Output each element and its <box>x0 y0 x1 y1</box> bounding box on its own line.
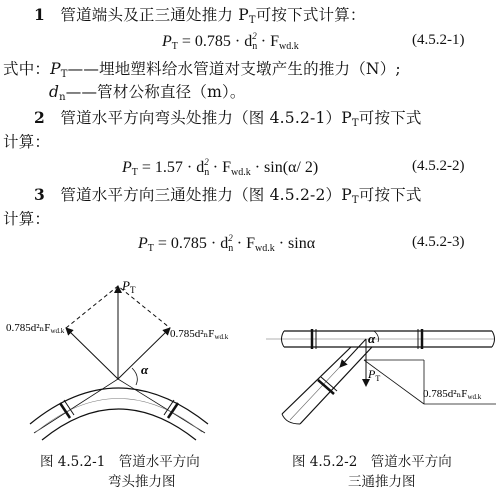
item-2-continuation: 计算： <box>3 133 51 151</box>
formula-part-c: · sin(α/ 2) <box>254 159 319 176</box>
formula-d-sup: 2 <box>204 157 209 167</box>
formula-d-sup: 2 <box>228 233 233 243</box>
label-force-right: 0.785d²ₙFwd.k <box>170 328 229 341</box>
formula-part-b: · F <box>212 159 231 176</box>
pipe-joint <box>318 380 334 394</box>
formula-f-sub: wd.k <box>254 243 275 254</box>
formula-lhs-sub: T <box>147 243 154 254</box>
figure-1-caption-line-2: 弯头推力图 <box>108 474 176 490</box>
formula-part-c: · sinα <box>278 235 316 252</box>
figure-2-caption-line-2: 三通推力图 <box>348 474 416 490</box>
formula-d-sub: n <box>204 167 210 178</box>
pipe-axis-right <box>118 379 205 433</box>
formula-f-sub: wd.k <box>278 41 299 52</box>
definition-symbol: P <box>50 60 61 78</box>
formula-lhs: P <box>122 159 132 176</box>
item-number: 2 <box>34 108 45 127</box>
item-3-continuation: 计算： <box>3 210 51 228</box>
item-subscript: T <box>351 195 359 206</box>
definition-symbol-sub: T <box>60 69 68 80</box>
label-pt: $P_T$ <box>122 278 136 295</box>
figure-1-caption-line-1: 图 4.5.2-1 管道水平方向 <box>40 454 200 470</box>
definition-2 <box>49 80 246 103</box>
formula-d-sub: n <box>228 243 234 254</box>
equation-number-3: (4.5.2-3) <box>412 234 465 250</box>
item-number: 3 <box>34 185 45 204</box>
formula-d-sub: n <box>252 41 258 52</box>
item-text: 管道端头及正三通处推力 P <box>60 6 249 24</box>
label-force: 0.785d²ₙFwd.k <box>423 388 482 401</box>
label-force-left: 0.785d²ₙFwd.k <box>6 322 65 335</box>
item-text: 管道水平方向三通处推力（图 4.5.2-2）P <box>60 186 352 204</box>
definition-1 <box>3 57 401 80</box>
equation-number-1: (4.5.2-1) <box>412 32 465 48</box>
item-tail: 可按下式计算： <box>255 6 366 24</box>
figure-2-caption-line-1: 图 4.5.2-2 管道水平方向 <box>292 454 452 470</box>
formula-part-a: = 0.785 · d <box>157 235 229 252</box>
definition-desc: ——埋地塑料给水管道对支墩产生的推力（N）; <box>67 60 401 78</box>
label-pt: $P_T$ <box>368 367 381 383</box>
formula-2 <box>122 157 318 178</box>
component-force-left <box>66 328 118 379</box>
angle-arc <box>132 368 137 385</box>
label-alpha: α <box>368 331 376 346</box>
formula-lhs-sub: T <box>131 167 138 178</box>
formula-3 <box>138 233 315 254</box>
formula-lhs-sub: T <box>171 41 178 52</box>
branch-force-arrow <box>340 339 366 367</box>
item-2 <box>34 106 422 129</box>
pipe-inner-wall <box>42 409 196 440</box>
formula-lhs: P <box>162 33 172 50</box>
item-1 <box>34 3 366 26</box>
formula-part-a: = 0.785 · d <box>181 33 253 50</box>
label-alpha: α <box>141 362 149 377</box>
equation-number-2: (4.5.2-2) <box>412 158 465 174</box>
definition-symbol: d <box>49 83 60 101</box>
formula-1 <box>162 31 299 52</box>
definition-desc: ——管材公称直径（m）。 <box>65 83 246 101</box>
figure-elbow-thrust <box>0 278 245 448</box>
item-3 <box>34 183 422 206</box>
item-text: 管道水平方向弯头处推力（图 4.5.2-1）P <box>60 109 352 127</box>
formula-part-b: · F <box>260 33 279 50</box>
item-tail: 可按下式 <box>358 186 422 204</box>
item-tail: 可按下式 <box>358 109 422 127</box>
item-subscript: T <box>248 15 256 26</box>
formula-lhs: P <box>138 235 148 252</box>
formula-part-b: · F <box>236 235 255 252</box>
item-subscript: T <box>351 118 359 129</box>
item-number: 1 <box>34 5 45 24</box>
formula-d-sup: 2 <box>252 31 257 41</box>
definition-prefix: 式中： <box>3 60 51 78</box>
figure-tee-thrust <box>256 296 500 446</box>
formula-f-sub: wd.k <box>230 167 251 178</box>
formula-part-a: = 1.57 · d <box>141 159 205 176</box>
pipe-axis-left <box>34 379 118 433</box>
definition-symbol-sub: n <box>59 92 66 103</box>
